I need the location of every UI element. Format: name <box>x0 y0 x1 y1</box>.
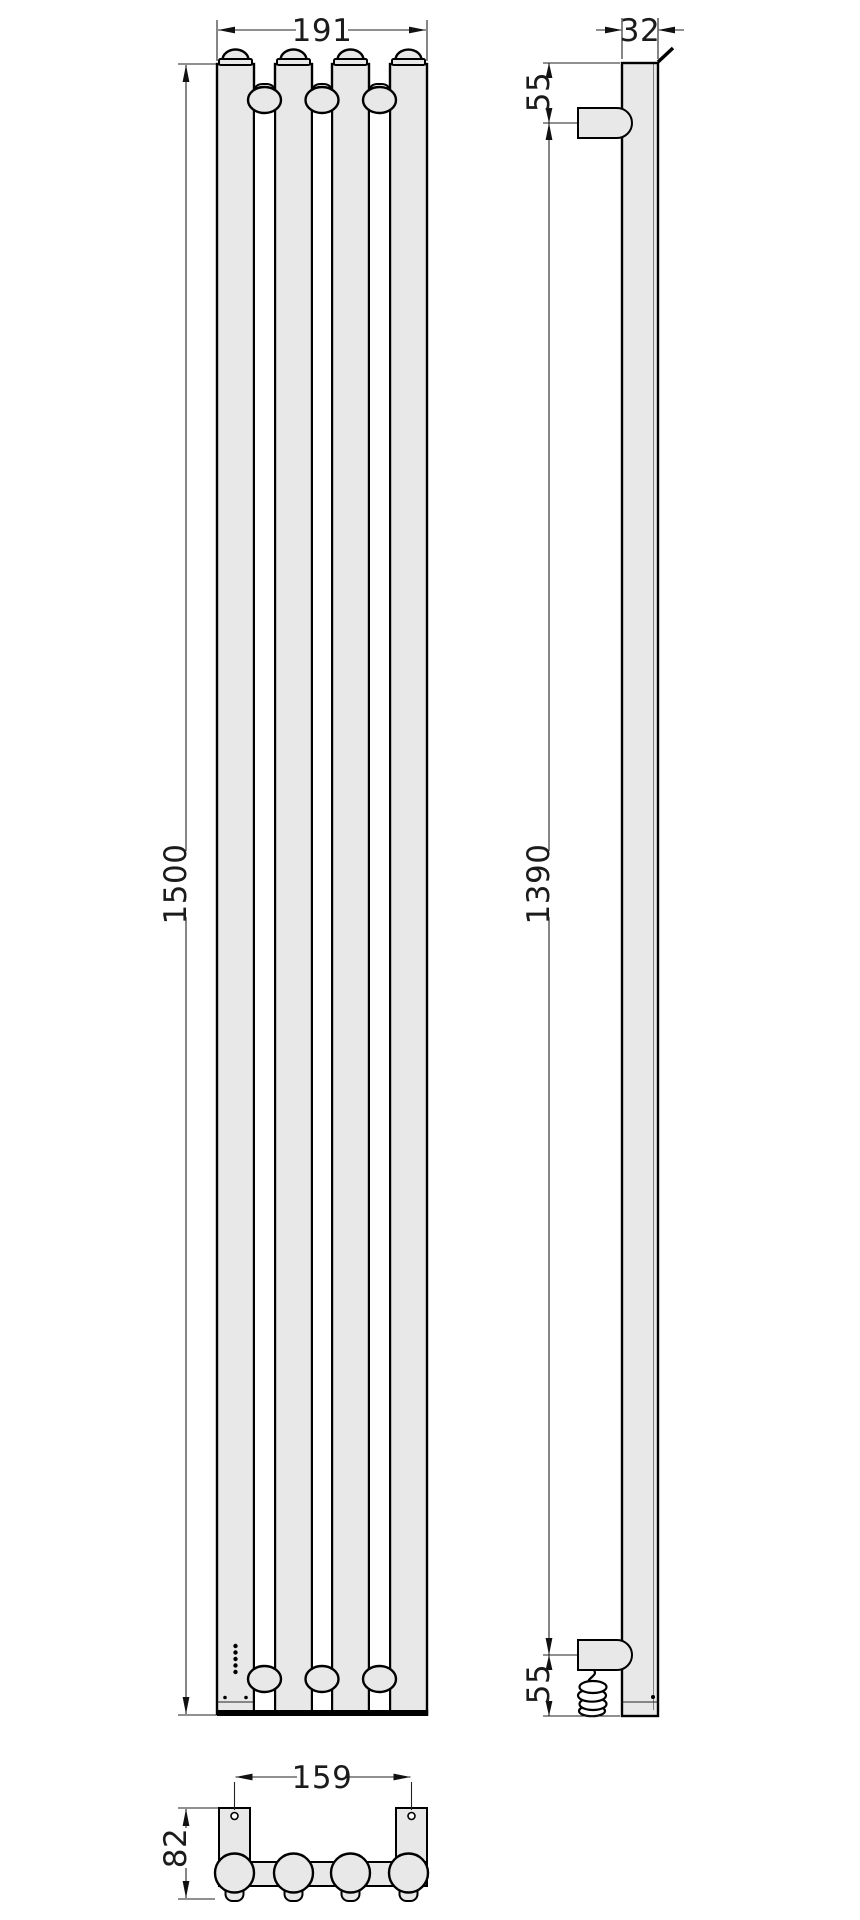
side-bracket-top <box>578 108 632 138</box>
side-depth-label: 32 <box>619 13 661 49</box>
dim-front-height <box>158 64 216 1715</box>
plan-view <box>215 1808 428 1901</box>
front-width-label: 191 <box>291 13 353 49</box>
front-bottom-edge <box>217 1710 428 1716</box>
power-cable-coil <box>578 1670 607 1716</box>
side-screw-dot <box>651 1695 655 1699</box>
plan-hole-spacing-label: 159 <box>291 1760 353 1796</box>
front-view <box>217 50 428 1717</box>
front-height-label: 1500 <box>158 843 194 925</box>
side-tube <box>622 63 658 1716</box>
side-view <box>578 48 673 1716</box>
wall-tick <box>658 48 673 62</box>
dim-front-width <box>217 13 427 61</box>
side-bracket-span-label: 1390 <box>521 843 557 925</box>
front-ball-bottom-3 <box>363 1666 396 1692</box>
front-narrow-tube-2 <box>312 84 332 1711</box>
side-top-offset-label: 55 <box>521 71 557 113</box>
front-tube-3 <box>332 64 369 1714</box>
front-dome-caps <box>219 50 425 66</box>
front-ball-bottom-2 <box>306 1666 339 1692</box>
plan-mount-hole-left <box>231 1813 238 1820</box>
front-tube-2 <box>275 64 312 1714</box>
dim-plan-depth <box>158 1808 218 1899</box>
side-bottom-offset-label: 55 <box>521 1663 557 1705</box>
side-bracket-bottom <box>578 1640 632 1670</box>
front-ball-top-2 <box>306 87 339 113</box>
front-tube-1 <box>217 64 254 1714</box>
front-narrow-tube-1 <box>254 84 275 1711</box>
plan-mount-hole-right <box>408 1813 415 1820</box>
plan-depth-label: 82 <box>158 1827 194 1869</box>
front-tube-4 <box>390 64 427 1714</box>
front-ball-top-1 <box>248 87 281 113</box>
front-ball-top-3 <box>363 87 396 113</box>
front-ball-bottom-1 <box>248 1666 281 1692</box>
front-narrow-tube-3 <box>369 84 390 1711</box>
dim-side-bracket-span <box>521 123 557 1655</box>
dim-plan-hole-spacing <box>235 1760 412 1810</box>
